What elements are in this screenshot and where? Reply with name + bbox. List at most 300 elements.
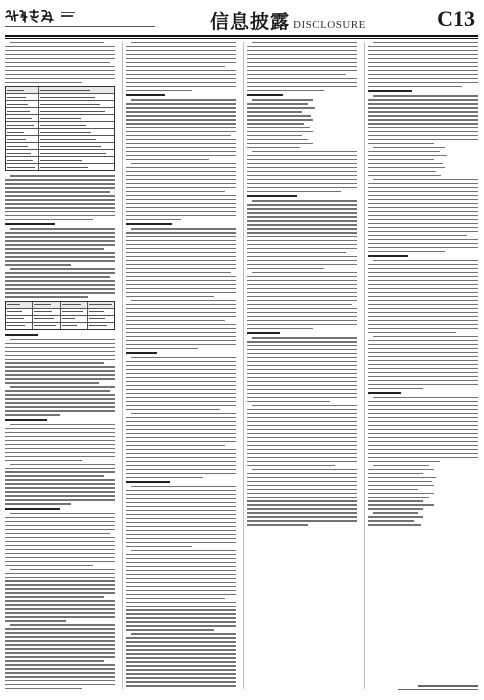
column-divider	[243, 42, 244, 689]
edition-info	[61, 11, 75, 17]
text-line	[247, 119, 313, 120]
section-title	[210, 7, 366, 34]
table-cell	[39, 143, 114, 149]
text-line	[247, 236, 357, 237]
text-line	[10, 339, 115, 340]
text-line	[126, 645, 236, 646]
text-line	[368, 167, 445, 168]
text-line	[368, 135, 478, 136]
text-line	[247, 500, 357, 501]
text-line	[5, 684, 115, 685]
text-line	[5, 50, 115, 51]
text-line	[5, 688, 82, 689]
text-line	[126, 86, 236, 87]
text-line	[126, 179, 236, 180]
table-cell	[6, 129, 39, 135]
text-line	[252, 42, 357, 43]
text-line	[126, 336, 236, 337]
text-line	[10, 175, 115, 176]
text-line	[368, 155, 447, 156]
text-line	[368, 457, 478, 458]
section-heading	[247, 94, 283, 96]
text-line	[126, 244, 236, 245]
text-line	[368, 477, 436, 478]
table-cell	[6, 323, 33, 329]
text-line	[247, 385, 357, 386]
text-line	[5, 276, 110, 277]
text-line	[5, 203, 115, 204]
text-line	[373, 512, 418, 513]
text-line	[5, 483, 115, 484]
text-line	[368, 159, 434, 160]
text-line	[252, 337, 357, 338]
text-line	[252, 405, 357, 406]
text-line	[5, 448, 115, 449]
text-paragraph	[126, 413, 236, 478]
text-line	[368, 364, 478, 365]
text-line	[126, 669, 236, 670]
table-cell	[33, 316, 60, 322]
text-line	[368, 99, 478, 100]
text-line	[247, 139, 308, 140]
text-line	[368, 223, 478, 224]
table-cell	[88, 316, 114, 322]
text-line	[126, 473, 236, 474]
text-line	[126, 602, 236, 603]
text-line	[368, 62, 478, 63]
text-line	[247, 292, 357, 293]
text-line	[247, 441, 357, 442]
text-line	[5, 592, 115, 593]
text-paragraph	[368, 512, 478, 525]
text-line	[247, 74, 346, 75]
text-line	[126, 657, 236, 658]
text-line	[247, 268, 324, 269]
data-table	[5, 86, 115, 171]
text-paragraph	[247, 337, 357, 402]
text-line	[5, 580, 115, 581]
text-line	[5, 660, 104, 661]
column-3	[247, 42, 357, 689]
text-line	[126, 397, 236, 398]
text-line	[5, 62, 110, 63]
table-cell	[33, 323, 60, 329]
text-line	[247, 276, 357, 277]
section-heading	[5, 508, 60, 510]
text-line	[126, 103, 236, 104]
text-line	[368, 207, 478, 208]
text-line	[5, 264, 71, 265]
section-heading	[126, 94, 165, 96]
text-line	[5, 640, 115, 641]
text-line	[5, 676, 115, 677]
text-line	[247, 453, 357, 454]
text-line	[126, 107, 236, 108]
text-line	[368, 123, 478, 124]
text-line	[368, 473, 423, 474]
text-paragraph	[368, 336, 478, 389]
text-line	[247, 288, 357, 289]
text-line	[247, 397, 357, 398]
text-line	[126, 437, 236, 438]
text-line	[126, 661, 236, 662]
text-line	[126, 534, 236, 535]
section-heading	[126, 352, 157, 354]
text-line	[247, 341, 357, 342]
text-line	[247, 312, 357, 313]
text-line	[126, 328, 236, 329]
text-line	[368, 360, 478, 361]
text-line	[126, 621, 236, 622]
text-line	[247, 127, 310, 128]
table-cell	[6, 150, 39, 156]
text-line	[247, 504, 357, 505]
text-line	[126, 401, 236, 402]
text-line	[247, 308, 357, 309]
text-paragraph	[247, 99, 357, 148]
text-line	[252, 272, 357, 273]
text-line	[368, 107, 478, 108]
text-paragraph	[247, 42, 357, 91]
text-line	[126, 272, 231, 273]
table-cell	[6, 87, 39, 93]
text-line	[247, 58, 357, 59]
text-line	[368, 524, 421, 525]
section-title-english: DISCLOSURE	[293, 19, 366, 31]
text-line	[247, 373, 357, 374]
text-line	[126, 649, 236, 650]
table-cell	[6, 101, 39, 107]
text-line	[368, 384, 478, 385]
text-paragraph	[126, 42, 236, 91]
text-line	[5, 529, 115, 530]
text-line	[247, 78, 357, 79]
text-line	[10, 624, 115, 625]
text-paragraph	[368, 260, 478, 333]
text-line	[247, 159, 357, 160]
text-line	[247, 457, 357, 458]
text-line	[373, 179, 478, 180]
text-line	[368, 292, 478, 293]
text-line	[368, 211, 478, 212]
text-line	[368, 481, 432, 482]
text-line	[368, 163, 443, 164]
text-line	[5, 284, 115, 285]
table-cell	[88, 309, 114, 315]
text-line	[247, 175, 357, 176]
text-line	[126, 405, 236, 406]
text-line	[5, 195, 115, 196]
text-line	[5, 517, 115, 518]
text-line	[5, 672, 115, 673]
text-line	[126, 457, 236, 458]
text-line	[126, 147, 236, 148]
text-line	[247, 377, 357, 378]
text-line	[247, 264, 357, 265]
text-line	[126, 538, 236, 539]
text-line	[5, 362, 104, 363]
text-line	[247, 90, 324, 91]
text-line	[368, 409, 478, 410]
text-line	[368, 288, 478, 289]
text-line	[126, 143, 236, 144]
table-cell	[39, 122, 114, 128]
text-line	[5, 219, 93, 220]
text-line	[247, 228, 357, 229]
text-line	[5, 648, 115, 649]
text-line	[5, 355, 115, 356]
text-line	[368, 203, 478, 204]
text-line	[5, 652, 115, 653]
table-cell	[39, 87, 114, 93]
text-line	[247, 187, 357, 188]
text-line	[247, 421, 357, 422]
text-line	[5, 382, 99, 383]
text-line	[126, 187, 236, 188]
text-line	[5, 584, 115, 585]
text-line	[368, 78, 478, 79]
text-line	[247, 179, 357, 180]
text-line	[247, 183, 357, 184]
text-line	[126, 498, 236, 499]
text-line	[247, 224, 357, 225]
text-line	[126, 115, 236, 116]
text-line	[368, 520, 414, 521]
text-paragraph	[126, 228, 236, 297]
text-line	[126, 167, 236, 168]
text-line	[247, 107, 315, 108]
text-line	[126, 506, 236, 507]
text-line	[247, 473, 357, 474]
text-line	[368, 284, 478, 285]
text-line	[126, 54, 236, 55]
text-line	[126, 389, 236, 390]
text-line	[126, 171, 236, 172]
text-line	[126, 469, 236, 470]
table-row	[6, 309, 114, 316]
newspaper-page	[5, 5, 478, 695]
text-line	[5, 644, 115, 645]
text-line	[5, 398, 115, 399]
text-line	[5, 232, 115, 233]
text-line	[126, 219, 181, 220]
text-line	[368, 308, 478, 309]
text-line	[126, 637, 236, 638]
table-cell	[39, 94, 114, 100]
text-paragraph	[5, 424, 115, 461]
text-line	[373, 147, 445, 148]
text-line	[247, 62, 357, 63]
text-line	[247, 212, 357, 213]
text-line	[5, 656, 115, 657]
text-line	[126, 417, 236, 418]
text-line	[368, 111, 478, 112]
text-line	[126, 215, 236, 216]
text-line	[368, 199, 478, 200]
text-line	[5, 347, 115, 348]
text-line	[5, 252, 115, 253]
text-line	[368, 191, 478, 192]
text-line	[126, 207, 236, 208]
text-line	[126, 522, 236, 523]
text-line	[368, 50, 478, 51]
text-line	[126, 381, 236, 382]
text-line	[368, 461, 440, 462]
text-line	[247, 103, 308, 104]
text-line	[126, 191, 225, 192]
table-cell	[6, 115, 39, 121]
text-line	[126, 641, 236, 642]
table-cell	[39, 157, 114, 163]
text-line	[368, 508, 423, 509]
column-2	[126, 42, 236, 689]
text-line	[126, 62, 236, 63]
text-line	[368, 300, 478, 301]
text-line	[126, 139, 236, 140]
text-line	[247, 260, 357, 261]
text-line	[5, 475, 104, 476]
text-line	[368, 425, 478, 426]
text-line	[5, 428, 115, 429]
text-paragraph	[368, 95, 478, 144]
text-line	[126, 236, 236, 237]
text-line	[126, 123, 236, 124]
text-line	[247, 357, 357, 358]
text-line	[5, 211, 115, 212]
text-line	[368, 151, 440, 152]
text-line	[247, 191, 341, 192]
table-cell	[6, 143, 39, 149]
section-heading	[368, 392, 401, 394]
text-line	[126, 542, 236, 543]
text-line	[368, 74, 478, 75]
text-line	[5, 78, 115, 79]
text-line	[368, 356, 478, 357]
text-line	[5, 366, 115, 367]
section-heading	[126, 481, 170, 483]
text-line	[247, 328, 313, 329]
text-line	[10, 386, 115, 387]
text-paragraph	[5, 339, 115, 384]
text-line	[131, 42, 236, 43]
text-paragraph	[5, 386, 115, 415]
table-cell	[39, 164, 114, 170]
text-line	[247, 244, 357, 245]
masthead-rule-thin	[5, 38, 478, 39]
text-line	[5, 479, 115, 480]
text-line	[126, 280, 236, 281]
text-line	[247, 208, 357, 209]
text-line	[5, 244, 115, 245]
text-paragraph	[126, 357, 236, 410]
text-line	[368, 421, 478, 422]
text-line	[368, 469, 434, 470]
text-line	[368, 437, 478, 438]
text-line	[252, 200, 357, 201]
text-line	[5, 577, 115, 578]
text-line	[5, 600, 115, 601]
column-1	[5, 42, 115, 689]
text-line	[5, 596, 104, 597]
text-line	[126, 494, 236, 495]
text-line	[126, 629, 214, 630]
text-line	[5, 664, 115, 665]
text-line	[247, 493, 357, 494]
text-line	[368, 516, 423, 517]
text-line	[126, 502, 236, 503]
text-line	[5, 292, 115, 293]
column-4	[368, 42, 478, 689]
text-line	[5, 503, 71, 504]
text-line	[247, 324, 357, 325]
text-line	[126, 449, 236, 450]
text-line	[126, 625, 236, 626]
text-line	[5, 378, 115, 379]
text-line	[368, 175, 441, 176]
table-cell	[39, 108, 114, 114]
text-line	[5, 444, 115, 445]
text-line	[247, 167, 357, 168]
text-line	[126, 203, 236, 204]
text-line	[5, 280, 115, 281]
text-line	[368, 127, 478, 128]
text-line	[247, 353, 357, 354]
text-line	[5, 541, 115, 542]
text-line	[5, 215, 115, 216]
text-line	[126, 526, 236, 527]
text-line	[5, 236, 115, 237]
text-line	[126, 365, 236, 366]
text-line	[126, 453, 236, 454]
text-line	[126, 677, 236, 678]
column-divider	[364, 42, 365, 689]
text-line	[5, 179, 115, 180]
text-line	[5, 565, 93, 566]
text-paragraph	[247, 200, 357, 269]
text-line	[5, 452, 115, 453]
text-line	[368, 247, 478, 248]
table-cell	[6, 316, 33, 322]
text-line	[126, 530, 236, 531]
text-line	[368, 46, 478, 47]
text-line	[368, 82, 478, 83]
text-line	[131, 486, 236, 487]
text-line	[10, 569, 115, 570]
text-line	[368, 115, 478, 116]
text-line	[126, 586, 236, 587]
text-line	[373, 336, 478, 337]
text-line	[126, 312, 236, 313]
text-line	[126, 609, 236, 610]
section-heading	[368, 90, 412, 92]
text-line	[126, 409, 220, 410]
text-paragraph	[5, 42, 115, 83]
text-line	[126, 155, 236, 156]
text-line	[247, 147, 300, 148]
text-line	[5, 460, 82, 461]
text-line	[368, 316, 478, 317]
text-line	[126, 316, 236, 317]
text-line	[5, 471, 115, 472]
table-cell	[33, 302, 60, 308]
text-line	[247, 220, 357, 221]
text-line	[5, 296, 88, 297]
text-line	[247, 163, 357, 164]
table-cell	[6, 157, 39, 163]
text-line	[5, 499, 115, 500]
text-line	[126, 685, 236, 686]
text-line	[10, 464, 115, 465]
